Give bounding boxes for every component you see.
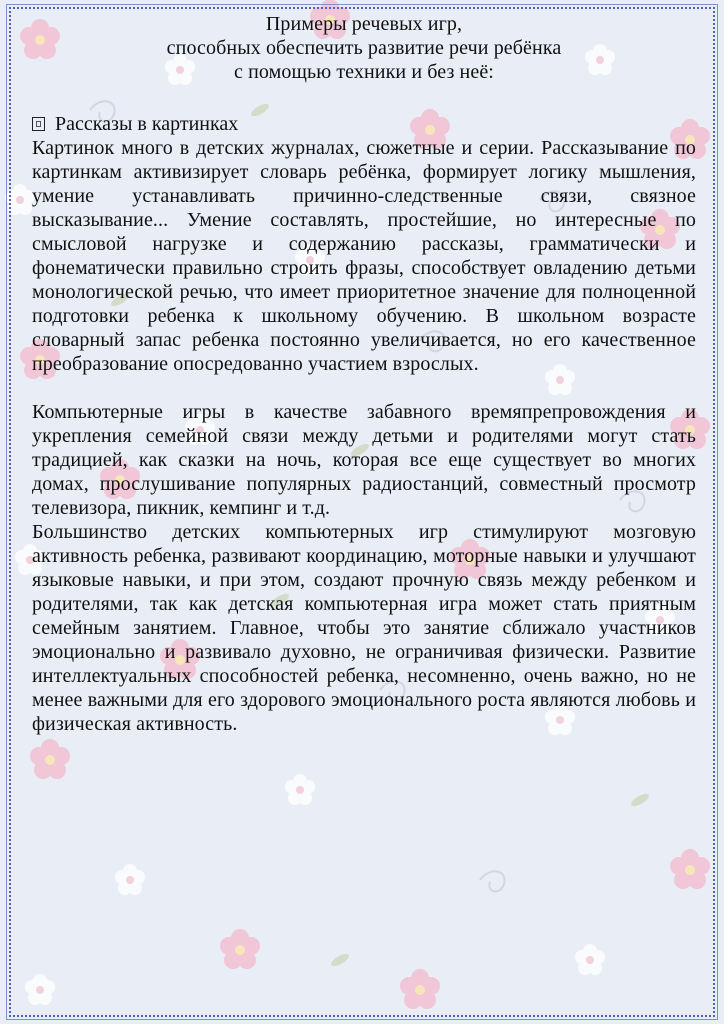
section-1-body: Картинок много в детских журналах, сюжетные и серии. Рассказывание по картинкам активизирует словарь ребёнка, формирует логику мышления, умение устанавливать причинно-следственные связи, связное высказывание... Умение составлять, простейшие, но интересные по смысловой нагрузке и содержанию рассказы, грамматически и фонематически правильно строить фразы, способствует овладению детьми монологической речью, что имеет приоритетное значение для полноценной подготовки ребенка к школьному обучению. В школьном возрасте словарный запас ребенка постоянно увеличивается, но его качественное преобразование опосредованно участием взрослых. <box>32 137 696 375</box>
title-line-1: Примеры речевых игр, <box>265 13 463 35</box>
checkbox-bullet-icon <box>32 117 45 131</box>
title-line-3: с помощью техники и без неё: <box>234 61 494 83</box>
paragraph-spacer <box>32 376 696 400</box>
section-heading <box>32 112 696 136</box>
section-2-paragraph-2: Большинство детских компьютерных игр стимулируют мозговую активность ребенка, развивают координацию, моторные навыки и улучшают языковые навыки, и при этом, создают прочную связь между ребенком и родителями, так как детская компьютерная игра может стать приятным семейным занятием. Главное, чтобы это занятие сближало участников эмоционально и развивало духовно, не ограничивая физически. Развитие интеллектуальных способностей ребенка, несомненно, очень важно, но не менее важными для его здорового эмоционального роста являются любовь и физическая активность. <box>32 521 696 735</box>
article <box>32 12 696 736</box>
section-heading-text: Рассказы в картинках <box>55 113 239 135</box>
title-line-2: способных обеспечить развитие речи ребёнка <box>166 37 562 59</box>
section-2-paragraph-1: Компьютерные игры в качестве забавного времяпрепровождения и укрепления семейной связи между детьми и родителями могут стать традицией, как сказки на ночь, которая все еще существует во многих домах, прослушивание популярных радиостанций, совместный просмотр телевизора, пикник, кемпинг и т.д. <box>32 401 696 519</box>
page-title <box>32 12 696 84</box>
